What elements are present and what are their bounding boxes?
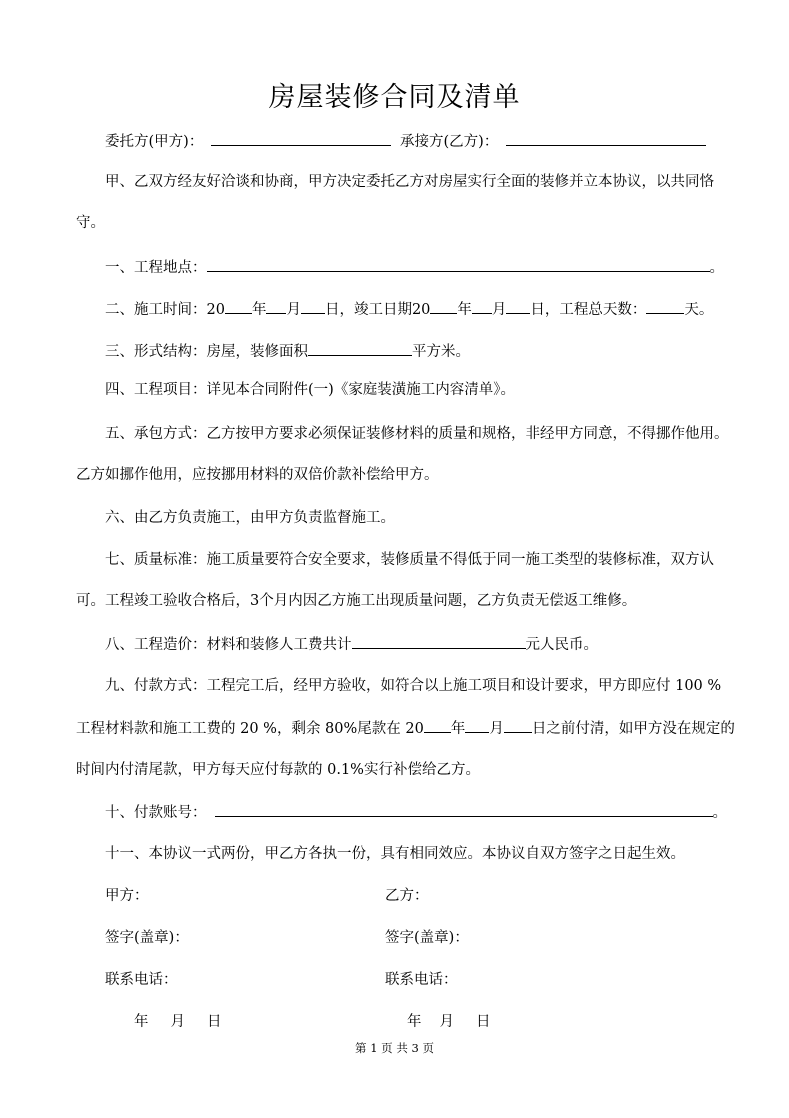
clause-payment-line-2 [76,717,735,739]
final-payment-month-field[interactable] [465,717,489,733]
start-day-label: 日 [324,302,340,318]
payment-text-a: 工程材料款和施工工费的 20 %，剩余 80%尾款在 20 [76,721,424,737]
clause-validity: 十一、本协议一式两份，甲乙方各执一份，具有相同效应。本协议自双方签字之日起生效。 [105,846,685,862]
contractor-label: 承接方(乙方)： [400,134,499,150]
clause-location [105,256,724,278]
location-field[interactable] [207,256,710,272]
client-name-field[interactable] [211,130,391,146]
clause-responsibility: 六、由乙方负责施工，由甲方负责监督施工。 [105,510,395,526]
final-payment-year-field[interactable] [424,717,451,733]
start-day-field[interactable] [301,298,325,314]
footer-pre: 第 [355,1041,367,1055]
date-a-month: 月 [170,1014,185,1030]
completion-label: ，竣工日期 [339,302,412,318]
intro-line-2: 守。 [76,215,105,231]
page-footer [0,1040,789,1056]
date-b-day: 日 [476,1014,491,1030]
account-label: 十、付款账号： [105,805,207,821]
party-a-label: 甲方： [105,888,149,904]
total-days-field[interactable] [646,298,684,314]
cost-unit: 元人民币。 [525,637,598,653]
cost-text: 八、工程造价：材料和装修人工费共计 [105,637,352,653]
footer-total-pages: 3 [411,1041,419,1055]
date-b-month: 月 [439,1014,454,1030]
clause-structure [105,340,470,362]
client-party-line [105,130,391,152]
start-month-field[interactable] [266,298,286,314]
final-payment-year-label: 年 [450,721,466,737]
final-payment-day-field[interactable] [504,717,532,733]
phone-b-label: 联系电话： [385,972,458,988]
start-month-label: 月 [286,302,301,318]
cost-field[interactable] [352,633,526,649]
account-end: 。 [712,805,727,821]
schedule-label: 二、施工时间： [105,302,207,318]
days-unit: 天。 [684,302,714,318]
total-days-label: ，工程总天数： [544,302,647,318]
footer-page-number: 1 [370,1041,378,1055]
clause-payment-line-3: 时间内付清尾款，甲方每天应付每款的 0.1%实行补偿给乙方。 [76,762,480,778]
payment-text-b: 日之前付清，如甲方没在规定的 [531,721,735,737]
footer-mid: 页 共 [381,1041,408,1055]
date-a-year: 年 [134,1014,149,1030]
phone-a-label: 联系电话： [105,972,178,988]
structure-text: 三、形式结构：房屋，装修面积 [105,344,308,360]
document-title: 房屋装修合同及清单 [268,82,521,113]
area-unit: 平方米。 [412,344,470,360]
party-b-label: 乙方： [385,888,429,904]
start-year-label: 年 [251,302,267,318]
contractor-name-field[interactable] [506,130,706,146]
clause-project: 四、工程项目：详见本合同附件(一)《家庭装潢施工内容清单》。 [105,382,516,398]
end-month-label: 月 [491,302,507,318]
date-a [134,1012,222,1032]
end-day-label: 日 [530,302,545,318]
end-year-prefix: 20 [411,302,431,318]
clause-cost [105,633,598,655]
contractor-party-line [400,130,706,152]
location-label: 一、工程地点： [105,260,207,276]
clause-schedule [105,298,713,320]
clause-contract-line-2: 乙方如挪作他用，应按挪用材料的双倍价款补偿给甲方。 [76,467,439,483]
date-a-day: 日 [207,1014,222,1030]
end-year-label: 年 [457,302,472,318]
final-payment-month-label: 月 [489,721,504,737]
end-month-field[interactable] [472,298,492,314]
area-field[interactable] [308,340,412,356]
date-b [407,1012,491,1032]
clause-quality-line-2: 可。工程竣工验收合格后，3个月内因乙方施工出现质量问题，乙方负责无偿返工维修。 [76,593,637,609]
end-day-field[interactable] [506,298,530,314]
date-b-year: 年 [407,1014,422,1030]
intro-line-1: 甲、乙双方经友好洽谈和协商，甲方决定委托乙方对房屋实行全面的装修并立本协议，以共同恪 [105,174,714,190]
start-year-prefix: 20 [206,302,225,318]
clause-account [105,801,727,823]
location-end: 。 [709,260,724,276]
start-year-field[interactable] [225,298,252,314]
signature-a-label: 签字(盖章)： [105,930,189,946]
client-label: 委托方(甲方)： [105,134,204,150]
signature-b-label: 签字(盖章)： [385,930,469,946]
clause-payment-line-1: 九、付款方式：工程完工后，经甲方验收，如符合以上施工项目和设计要求，甲方即应付 100 % [105,678,722,694]
clause-contract-line-1: 五、承包方式：乙方按甲方要求必须保证装修材料的质量和规格，非经甲方同意，不得挪作他用。 [105,426,729,442]
clause-quality-line-1: 七、质量标准：施工质量要符合安全要求，装修质量不得低于同一施工类型的装修标准，双方认 [105,552,714,568]
end-year-field[interactable] [430,298,457,314]
account-field[interactable] [215,801,713,817]
footer-post: 页 [422,1041,434,1055]
